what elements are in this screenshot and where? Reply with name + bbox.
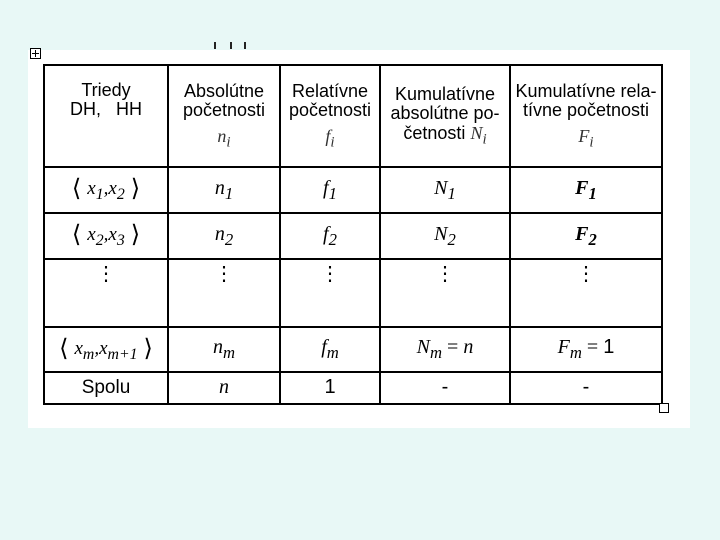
header-symbol: $N_i$ (470, 122, 487, 148)
cumulative-absolute-cell: $N_m = n$ (380, 327, 510, 372)
header-symbol: $n_i$ (217, 125, 231, 151)
relative-frequency-cell: $f_1$ (280, 167, 380, 213)
header-classes (44, 65, 168, 167)
relative-frequency-cell: $f_m$ (280, 327, 380, 372)
ellipsis-cell: ⋮ (44, 259, 168, 327)
cumulative-relative-cell: $F_1$ (510, 167, 662, 213)
header-symbol: $F_i$ (578, 125, 594, 151)
total-relative: 1 (280, 372, 380, 404)
absolute-frequency-cell: $n_1$ (168, 167, 280, 213)
header-cumulative-relative (510, 65, 662, 167)
frequency-table (43, 64, 663, 405)
header-line: absolútne po- (390, 103, 500, 124)
interval-cell: ⟨ $x_m,x_{m+1}$ ⟩ (44, 327, 168, 372)
table-row (44, 213, 662, 259)
total-cumulative-absolute: - (380, 372, 510, 404)
header-line: Relatívne (291, 80, 369, 101)
table-move-handle-icon[interactable] (30, 48, 41, 59)
cumulative-absolute-cell: $N_1$ (380, 167, 510, 213)
header-line: tívne početnosti (522, 100, 650, 121)
table-row (44, 167, 662, 213)
header-line: Kumulatívne rela- (515, 80, 657, 101)
ellipsis-cell: ⋮ (280, 259, 380, 327)
ellipsis-cell: ⋮ (380, 259, 510, 327)
ellipsis-cell: ⋮ (510, 259, 662, 327)
absolute-frequency-cell: $n_m$ (168, 327, 280, 372)
header-line: četnosti $N_i$ (403, 122, 487, 148)
total-label: Spolu (44, 372, 168, 404)
total-cumulative-relative: - (510, 372, 662, 404)
total-row (44, 372, 662, 404)
ellipsis-cell: ⋮ (168, 259, 280, 327)
ellipsis-row (44, 259, 662, 327)
cumulative-relative-cell: $F_2$ (510, 213, 662, 259)
header-line: početnosti (182, 100, 266, 121)
header-line: početnosti (288, 100, 372, 121)
header-line: Kumulatívne (394, 83, 496, 104)
cumulative-absolute-cell: $N_2$ (380, 213, 510, 259)
cumulative-relative-cell: $F_m = 1$ (510, 327, 662, 372)
header-line: Triedy (81, 79, 131, 100)
table-resize-handle[interactable] (659, 403, 669, 413)
table-row (44, 327, 662, 372)
header-symbol: $f_i$ (325, 125, 335, 151)
table-header-row (44, 65, 662, 167)
relative-frequency-cell: $f_2$ (280, 213, 380, 259)
header-relative-frequency (280, 65, 380, 167)
total-absolute: n (168, 372, 280, 404)
header-cumulative-absolute (380, 65, 510, 167)
clipped-text-marks (210, 42, 260, 50)
absolute-frequency-cell: $n_2$ (168, 213, 280, 259)
header-line: DH, HH (70, 99, 142, 119)
header-line: Absolútne (183, 80, 265, 101)
interval-cell: ⟨ $x_1,x_2$ ⟩ (44, 167, 168, 213)
interval-cell: ⟨ $x_2,x_3$ ⟩ (44, 213, 168, 259)
header-absolute-frequency (168, 65, 280, 167)
